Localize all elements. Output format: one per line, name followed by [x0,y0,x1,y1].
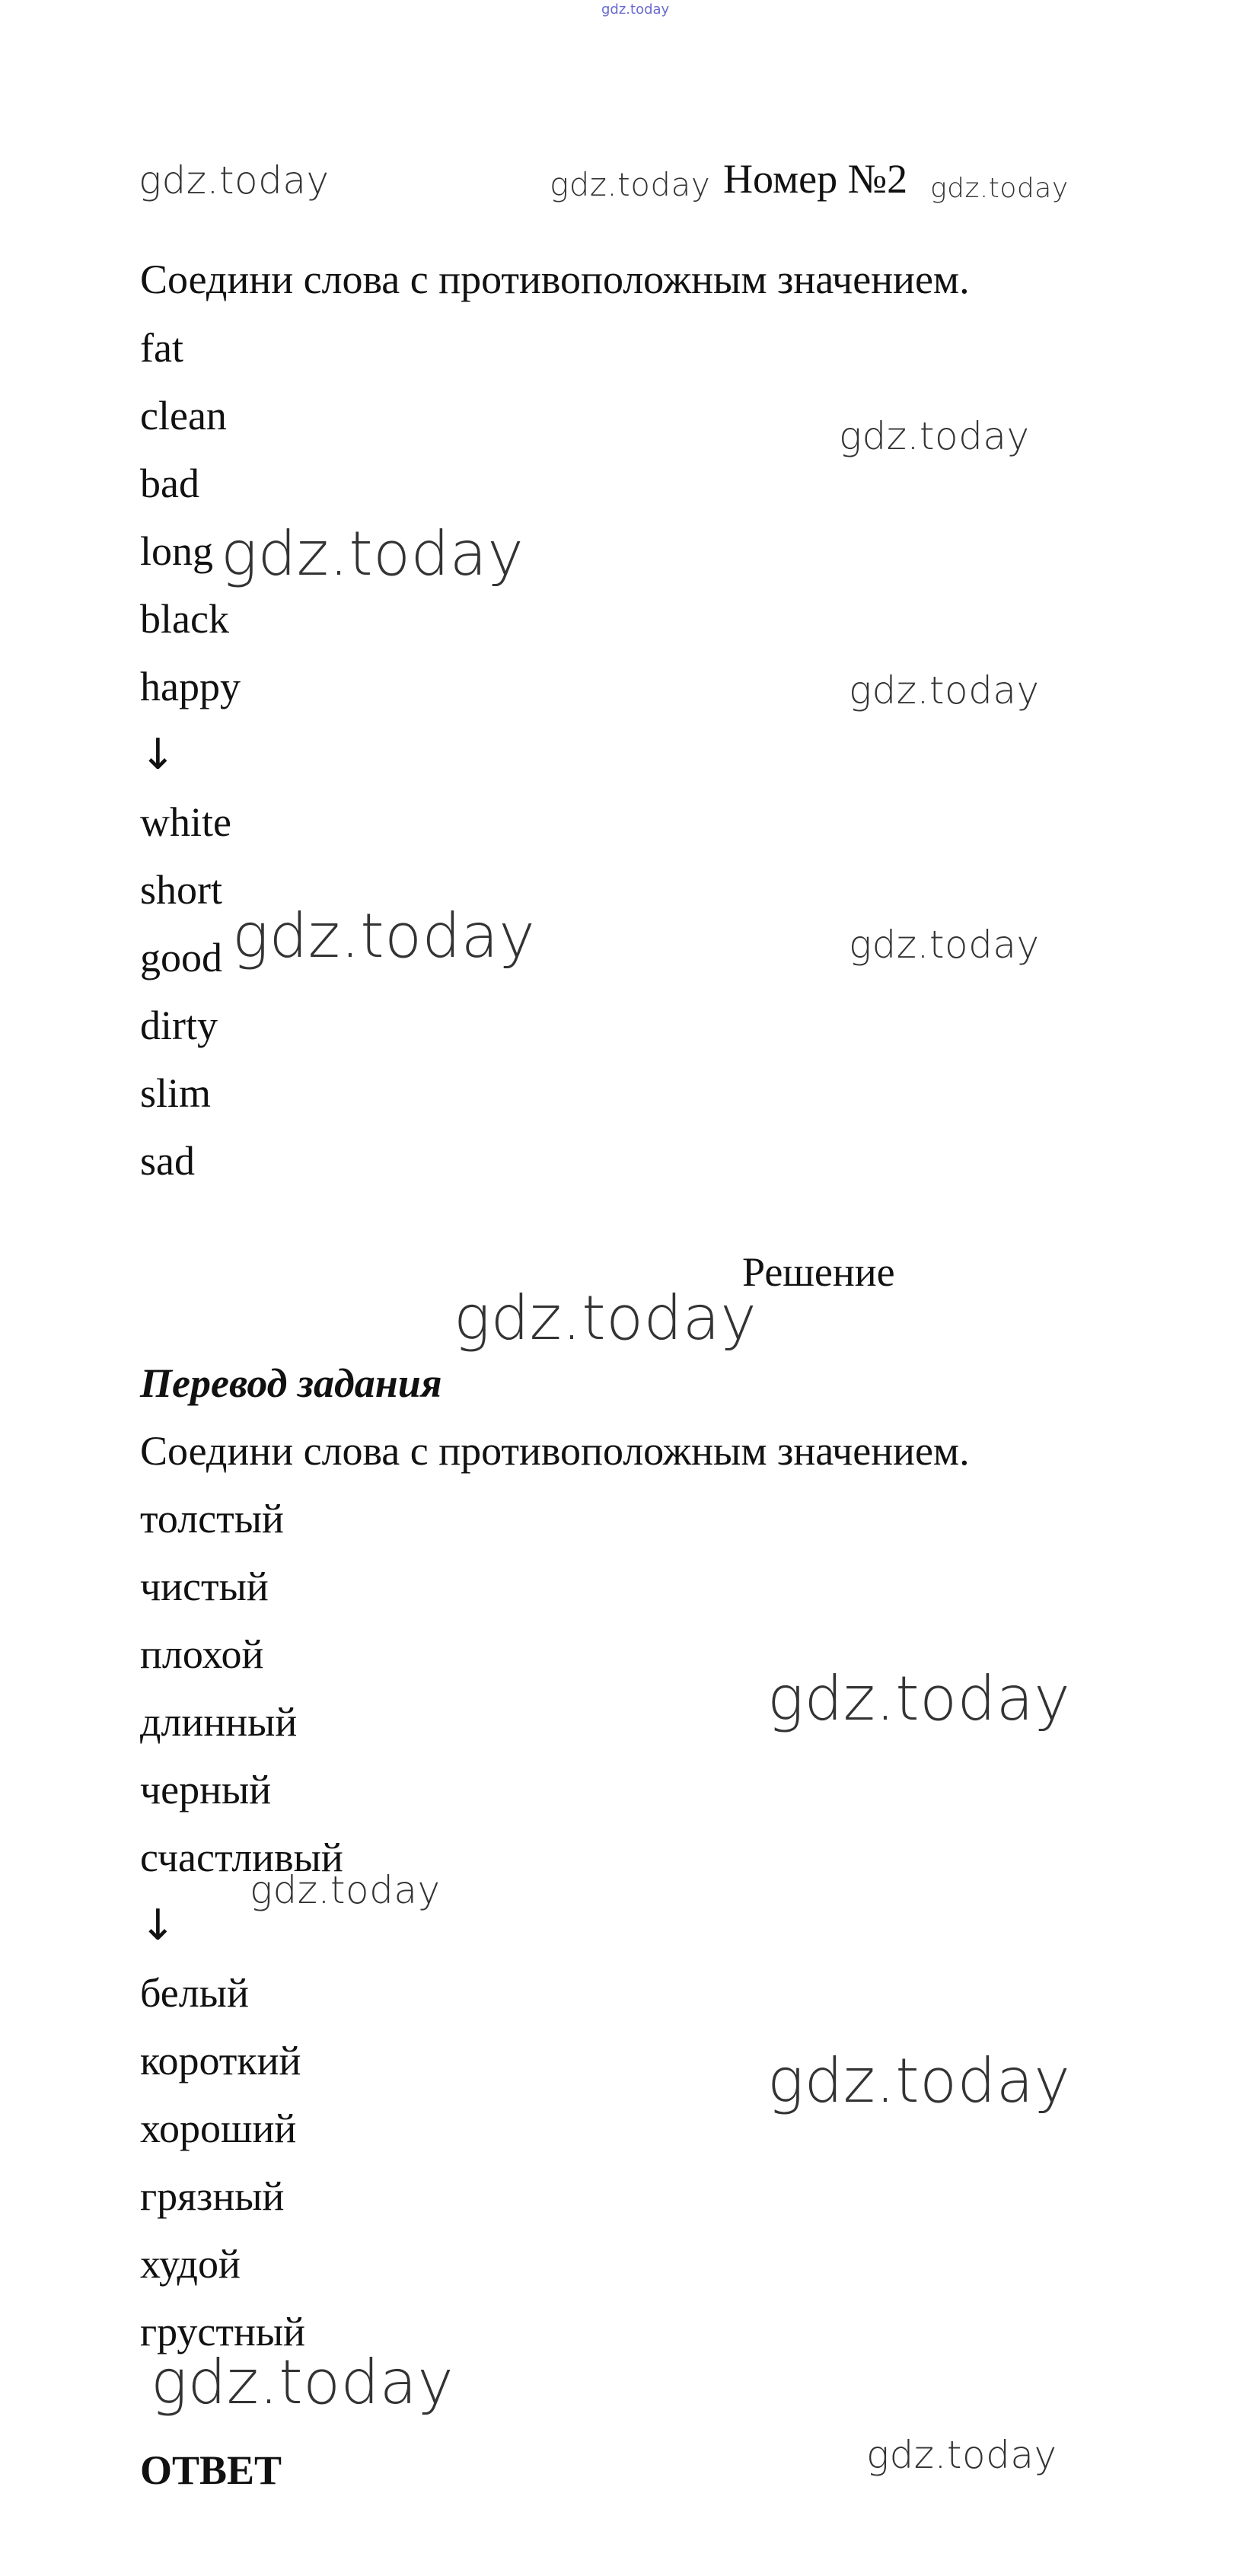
task-word-right: white [140,799,231,845]
watermark-text: gdz.today [930,173,1069,204]
task-word-right: short [140,867,222,913]
translation-word-left: черный [140,1767,272,1812]
task-word-right: good [140,935,222,980]
task-word-right: sad [140,1138,195,1184]
watermark-text: gdz.today [767,1663,1071,1734]
translation-word-left: чистый [140,1564,269,1609]
translation-word-right: худой [140,2241,241,2287]
watermark-text: gdz.today [250,1868,441,1912]
translation-instruction: Соедини слова с противоположным значением. [140,1428,970,1474]
task-word-right: dirty [140,1003,218,1048]
translation-word-right: хороший [140,2106,297,2151]
watermark-text: gdz.today [232,901,536,971]
translation-word-left: длинный [140,1699,298,1745]
watermark-text: gdz.today [849,923,1040,967]
watermark-text: gdz.today [849,668,1040,713]
watermark-top: gdz.today [601,2,670,18]
solution-heading: Решение [742,1249,895,1295]
translation-word-left: толстый [140,1496,284,1541]
task-instruction: Соедини слова с противоположным значением. [140,257,970,302]
translation-word-right: грустный [140,2309,306,2354]
translation-word-left: плохой [140,1631,264,1677]
translation-word-right: короткий [140,2038,301,2083]
watermark-text: gdz.today [221,518,524,589]
watermark-text: gdz.today [839,414,1030,458]
translation-word-right: грязный [140,2173,285,2219]
task-word-left: clean [140,393,227,438]
watermark-text: gdz.today [151,2347,454,2418]
task-word-left: long [140,528,214,574]
task-word-left: fat [140,325,183,371]
task-word-left: happy [140,664,241,709]
watermark-text: gdz.today [767,2045,1071,2116]
down-arrow-icon: ↓ [140,730,176,779]
translation-heading: Перевод задания [140,1360,442,1406]
down-arrow-icon: ↓ [140,1901,176,1950]
task-word-left: bad [140,461,199,506]
task-number-title: Номер №2 [723,156,908,202]
task-word-left: black [140,596,229,642]
watermark-text: gdz.today [139,158,330,202]
watermark-text: gdz.today [454,1283,757,1353]
translation-word-left: счастливый [140,1835,343,1880]
answer-heading: ОТВЕТ [140,2447,282,2493]
task-word-right: slim [140,1070,212,1116]
watermark-text: gdz.today [550,166,711,203]
watermark-text: gdz.today [866,2433,1057,2477]
translation-word-right: белый [140,1970,249,2016]
